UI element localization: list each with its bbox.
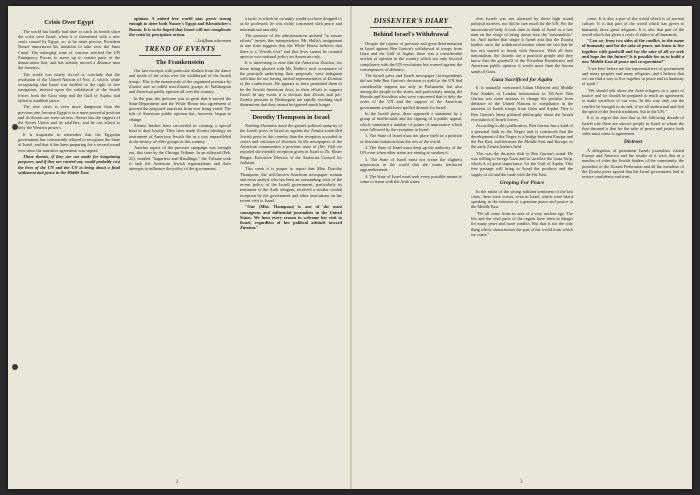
paragraph: Our last excerpts with particular disdain from the dance and tussle of the crisis over the withdrawal of the Israeli troops. This is the monstrosity of the organized pressure by Zionist and so-called non-Zionist groups in Washington and American public opinion all over the country.	[129, 68, 231, 95]
paragraph: Those threats, if they are not made for bargaining purposes, and if they are carried out, would probably cost the lives of the UN and the UN to bring about a final settlement and peace in the Middle East.	[18, 154, 120, 175]
paragraph: This week it is proper to report that Miss Dorothy Thompson, the well-known American newspaper woman and news analyst who has been an outstanding critic of the recent policy of the Israeli government, particularly its treatment of the Arab refugees, received a similar cordial reception by the government and other institutions on her recent visit to Israel.	[240, 166, 342, 203]
article-title: Groping For Peace	[499, 179, 545, 186]
column-4	[360, 16, 462, 482]
section-heading: TREND OF EVENTS	[144, 44, 216, 53]
paragraph: In the Israeli press, there appeared a statement by a group of intellectuals and the signing of a public appeal, which contained a number of points of importance which were followed by the reception in Israel:	[360, 111, 462, 132]
paragraph: The new crisis is even more dangerous than the previous one, because Egypt is in a more powerful position and its threats are more serious. Nasser has the support of the Soviet Union and its satellites, and he can afford to defy the Western powers.	[18, 104, 120, 131]
signature: —Leiffbaut aikenman	[193, 38, 231, 44]
article-title: Gaza Sacrificed for Aqaba	[491, 76, 553, 83]
paragraph: The world was nearly forced to conclude that the resolution of the United Nations of Nov. 2, which, while recognizing that Israel was entitled to the right of free navigation, insisted upon the withdrawal of the Israeli forces from the Gaza strip and the Gulf of Aqaba, had failed to establish peace.	[18, 71, 120, 103]
newsletter-spread	[8, 6, 692, 489]
paragraph: The pressure of the administration assisted "to ensure efforts" invites this interpretation. Mr. Hulla's assignment at one time suggests that the White House believes that there is a "Jewish vote" and that Jews cannot be counted upon to vote national policy on American only.	[240, 32, 342, 59]
paragraph: Zionist leaders have succeeded in creating a special kind of dual loyalty. They have made Zionist ideology an instrument of American Jewish life in a way unparalleled in the history of other groups in this country.	[129, 123, 231, 144]
paragraph: opinion. A united free world may prove strong enough to deter both Nasser's Egypt and Khrushchev's Russia. It is to be hoped that Israel will not complicate the crisis by precipitate action.	[129, 16, 231, 37]
column-2	[129, 16, 231, 482]
paragraph: 2. The State of Israel must keep up the authority of the UN even when other states are aiming to weaken it.	[360, 145, 462, 156]
divider	[370, 27, 452, 28]
paragraph: come. It is also a part of the world which is of ancient culture. It is that part of the world which has given to humanity three great religions. It is also that part of the world which has given a crisis of ethics to all humanity.	[582, 16, 684, 37]
column-3	[240, 16, 342, 482]
divider	[139, 55, 221, 56]
paragraph: According to this publication, Ben Gurion has a kind of a personal faith in the Negev and is convinced that the development of the Negev is a bridge between Europe and the Far East, and between the Middle East and Europe, as the early Zionist leaders held.	[471, 123, 573, 150]
paragraph: "We all come from an area of a very nuclear age. The life and the vital parts of the region have been in danger for many years and more conflict. But that is not the only thing which characterizes the part of the world from which we come."	[471, 210, 573, 237]
paragraph: ever Israeli was not attracted by these high sound political motives, nor did he care much for the UN. For the unconvinced body it took time to think of Israel as a free man on the verge of being drawn into the "nationalistic" lot. And further that single is Israel and that the Zionist leaders carry the withdrawal motion when the fact that he has not started to break with America. With all their nationalism, the Israelis are a practical people and they know that the goodwill of the President Eisenhower and American public opinion is worth more than the barren sands of Gaza.	[471, 16, 573, 74]
page-number: 2	[176, 480, 179, 485]
paragraph: The world has hardly had time to catch its breath since the crisis over Israel, when it is threatened with a new crisis caused by Egypt, or, to be more precise, President Nasser announced his intention to take over the Suez Canal. The enlarging zone of concern reached the UN Emergency Forces to move up to certain parts of the demarcation line, and has already moved a distance near the frontiers.	[18, 28, 120, 71]
section-heading: DISSENTER'S DIARY	[373, 17, 449, 25]
paragraph: It is to regret this fact that in the following decade of Israeli rule there are sincere people in Israel to whom the first demand is that for the sake of peace and justice both sides must come to agreement.	[582, 115, 684, 136]
article-title: Behind Israel's Withdrawal	[373, 31, 449, 38]
paragraph: Despite the reports of pressure and great determination in Israel against Ben Gurion's withdrawal of troops from Gaza and the Gulf of Aqaba, there was a considerable section of opinion in the country which not only favored compliance with the UN resolutions but warned against the consequences of defiance.	[360, 40, 462, 72]
column-1	[18, 16, 120, 482]
paragraph: "Can we, from two sides of the conflict, in the name of humanity and for the sake of peace, not learn to live together with goodwill and for the sake of all we seek and hope for the future? Is it possible for us to build a new Middle East of peace and co-operation?"	[582, 38, 684, 65]
paragraph: 4. The State of Israel must seek every possible means to come to terms with the Arab states.	[360, 173, 462, 184]
center-fold	[350, 6, 352, 489]
paragraph: a tactic in which he certainly would not have dropped if, as he professed, he was richly concerned with peace and international morality.	[240, 16, 342, 32]
article-title: Dorothy Thompson in Israel	[252, 113, 330, 121]
article-title: Distrust	[623, 139, 643, 146]
paragraph: "We should talk about the Arab refugees in a spirit of justice and we should be prepared to reach an agreement, to make sacrifices of our own. In this way only can the conflict be brought to an end, if we all understand and feel the spirit of the Jewish traditions, but in the UN."	[582, 87, 684, 114]
divider	[250, 110, 332, 111]
paragraph: In the midst of the strong militant sentiment of the last crisis, there were voices, even in Israel, which were heard speaking in the interests of a genuine peace and justice in the Middle East.	[471, 188, 573, 210]
paragraph: In the past, the pressure was so great that it moved the State Department and the White House into agreement to prevent the proposed sanctions from ever being voted. The tide of American public opinion has, however, begun to change.	[129, 95, 231, 122]
paragraph: 1. The State of Israel must not place itself in a position of absolute isolation from the rest of the world.	[360, 133, 462, 144]
column-5	[471, 16, 573, 482]
paragraph: Nothing illustrates more the greater political maturity of the Israeli press in Israel as against the Zionist-controlled Jewish press in this country than the reception accorded to critics and criticism of Zionism. In the newspapers of the American communities a previous issue of (No. 104) we reported the friendly reception given in Israel to Dr. Elmer Berger, Executive Director of the American Council for Judaism.	[240, 123, 342, 165]
article-title: Crisis Over Egypt	[44, 19, 94, 26]
column-6	[582, 16, 684, 482]
paragraph: "I see here before me the representatives of government and many peoples and many religions, and I believe that we can find a way to live together in peace and in harmony of spirit."	[582, 65, 684, 87]
paragraph: "Our (Miss Thompson) is one of the most courageous and influential journalists in the United States. We have every reason to welcome her visit to Israel, regardless of her political attitude toward Zionism."	[240, 204, 342, 231]
page-number: 3	[520, 480, 523, 485]
paragraph: This was the decisive shift in Ben Gurion's mind. He was willing to forego Gaza and to sacrifice the Gaza Strip, which is of great importance, for the Gulf of Aqaba. This free passage will bring to Israel the products and the supply of oil and the trade with the Far East.	[471, 150, 573, 177]
paragraph: A delegation of prominent Israeli journalists visited Europe and America and the results of it were that in a number of cities the Jewish leaders of the community, the president of the Zionist Federation and all the members of the Zionist press agreed that the Israel government had to restore confidence and trust.	[582, 147, 684, 180]
paragraph: It is naturally welcomed Julian Oldrived and Middle East Studies of London information in Tel-Aviv Ben Gurion was more anxious to change his position from defiance of the United Nations to compliance in the interests of Israeli troops from Gaza and Aqaba. This is Ben Gurion's latest political philosophy about the Israeli evacuation of Israeli forces.	[471, 85, 573, 122]
article-title: The Frankenstein	[155, 58, 205, 66]
paragraph: 3. The State of Israel must not create the slightest impression in the world that she wants territorial aggrandizement.	[360, 156, 462, 173]
paragraph: Another aspect of the pressure campaign was brought out, this time by the Chicago Tribune. In an editorial (Feb. 23), entitled "Sugarfest and Handlings," the Tribune took to task the American Jewish organizations and their attempts to influence the policy of the government.	[129, 145, 231, 172]
paragraph: The Israeli press and Israeli newspaper correspondents did not hide Ben Gurion's decision to yield to the UN had considerable support not only in Parliament, but also among the people in the street, and particularly among the liberals and Socialists who were concerned that to defy the order of the UN and the support of the American government would have spelled disaster for Israel.	[360, 73, 462, 110]
paragraph: It is important to remember that the Egyptian government has consistently refused to recognize the State of Israel, and that it has been preparing for a second round ever since the armistice agreement was signed.	[18, 131, 120, 153]
paragraph: It is interesting to note that the American Zionists, for those being pleased with Mr. Dulles's tacit acceptance of the principle underlying their proposals, were indignant with him for not having invited representatives of Zionism to the conferences. He appears to have permitted them to be the Jewish American Jews, in their efforts to support Israel. In any event, it is obvious that Zionist and pro-Zionist pressure in Washington are rapidly reaching such dimensions that they cannot be ignored much longer.	[240, 60, 342, 108]
